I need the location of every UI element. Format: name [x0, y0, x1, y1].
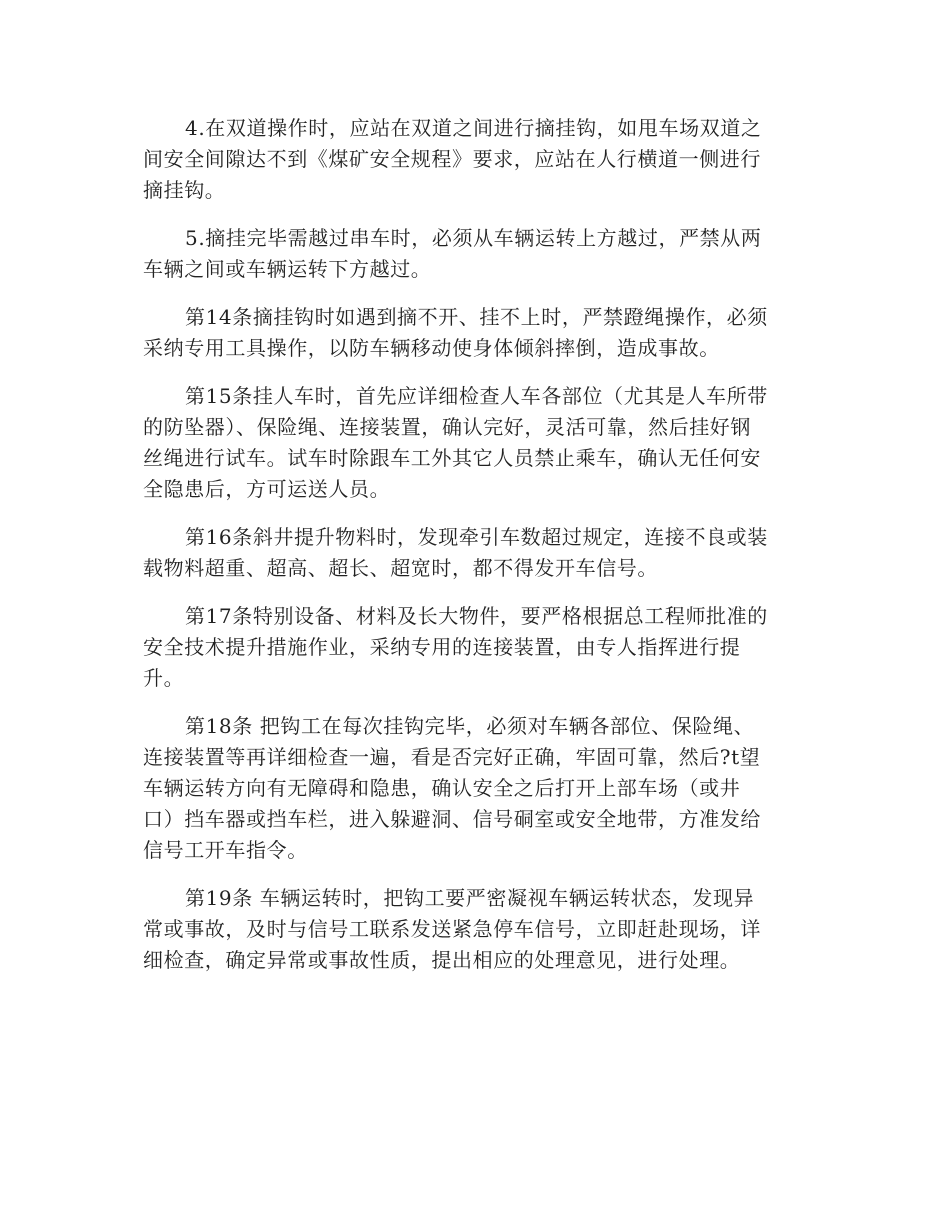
paragraph [143, 601, 805, 694]
paragraph-line: 安全技术提升措施作业，采纳专用的连接装置，由专人指挥进行提 [143, 635, 741, 659]
paragraph-line: 丝绳进行试车。试车时除跟车工外其它人员禁止乘车，确认无任何安 [143, 446, 761, 470]
paragraph-line: 第14条摘挂钩时如遇到摘不开、挂不上时，严禁蹬绳操作，必须 [185, 305, 768, 329]
paragraph [143, 522, 805, 584]
paragraph-line: 连接装置等再详细检查一遍，看是否完好正确，牢固可靠，然后?t望 [143, 745, 761, 769]
paragraph [143, 711, 805, 866]
paragraph-line: 常或事故，及时与信号工联系发送紧急停车信号，立即赶赴现场，详 [143, 917, 761, 941]
paragraph-line: 5.摘挂完毕需越过串车时，必须从车辆运转上方越过，严禁从两 [185, 226, 762, 250]
paragraph-line: 信号工开车指令。 [143, 838, 308, 862]
paragraph-line: 第15条挂人车时，首先应详细检查人车各部位（尤其是人车所带 [185, 384, 768, 408]
paragraph-line: 第16条斜井提升物料时，发现牵引车数超过规定，连接不良或装 [185, 525, 768, 549]
paragraph-line: 全隐患后，方可运送人员。 [143, 477, 391, 501]
paragraph [143, 223, 805, 285]
paragraph-line: 升。 [143, 666, 185, 690]
paragraph-line: 间安全间隙达不到《煤矿安全规程》要求，应站在人行横道一侧进行 [143, 147, 761, 171]
paragraph-line: 采纳专用工具操作，以防车辆移动使身体倾斜摔倒，造成事故。 [143, 336, 720, 360]
paragraph-line: 口）挡车器或挡车栏，进入躲避洞、信号硐室或安全地带，方准发给 [143, 807, 761, 831]
paragraph [143, 302, 805, 364]
paragraph-line: 第19条 车辆运转时，把钩工要严密凝视车辆运转状态，发现异 [185, 886, 755, 910]
paragraph-line: 载物料超重、超高、超长、超宽时，都不得发开车信号。 [143, 556, 658, 580]
paragraph [143, 113, 805, 206]
paragraph-line: 的防坠器）、保险绳、连接装置，确认完好，灵活可靠，然后挂好钢 [143, 415, 751, 439]
paragraph-line: 车辆运转方向有无障碍和隐患，确认安全之后打开上部车场（或井 [143, 776, 741, 800]
paragraph-line: 4.在双道操作时，应站在双道之间进行摘挂钩，如甩车场双道之 [185, 116, 762, 140]
paragraph-line: 细检查，确定异常或事故性质，提出相应的处理意见，进行处理。 [143, 948, 741, 972]
document-body [143, 113, 805, 993]
paragraph [143, 381, 805, 505]
paragraph-line: 摘挂钩。 [143, 178, 226, 202]
paragraph-line: 第17条特别设备、材料及长大物件，要严格根据总工程师批准的 [185, 604, 768, 628]
paragraph-line: 车辆之间或车辆运转下方越过。 [143, 257, 432, 281]
paragraph [143, 883, 805, 976]
paragraph-line: 第18条 把钩工在每次挂钩完毕，必须对车辆各部位、保险绳、 [185, 714, 755, 738]
